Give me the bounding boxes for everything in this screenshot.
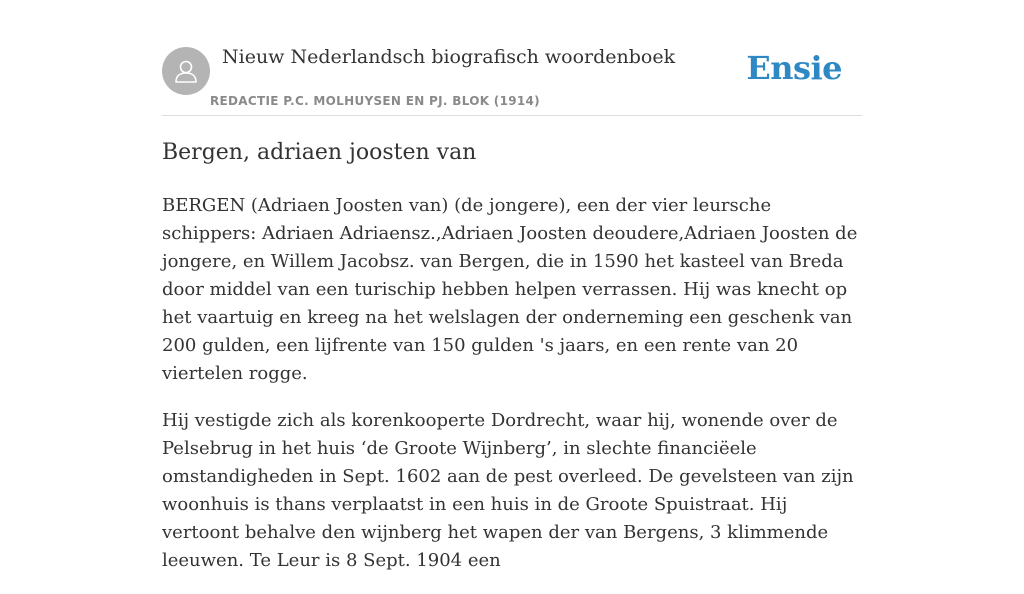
- ensie-logo[interactable]: Ensie: [746, 49, 842, 87]
- source-title[interactable]: Nieuw Nederlandsch biografisch woordenboek: [222, 46, 676, 68]
- article-paragraph: Hij vestigde zich als korenkooperte Dordrecht, waar hij, wonende over de Pelsebrug in het huis ‘de Groote Wijnberg’, in slechte financiëele omstandigheden in Sept. 1602 aan de pest overleed. De gevelsteen van zijn woonhuis is thans verplaatst in een huis in de Groote Spuistraat. Hij vertoont behalve den wijnberg het wapen der van Bergens, 3 klimmende leeuwen. Te Leur is 8 Sept. 1904 een: [162, 410, 854, 571]
- article-paragraph: BERGEN (Adriaen Joosten van) (de jongere), een der vier leursche schippers: Adriaen Adriaensz.,Adriaen Joosten deoudere,Adriaen Joosten de jongere, en Willem Jacobsz. van Bergen, die in 1590 het kasteel van Breda door middel van een turischip hebben helpen verrassen. Hij was knecht op het vaartuig en kreeg na het welslagen der onderneming een geschenk van 200 gulden, een lijfrente van 150 gulden 's jaars, en een rente van 20 viertelen rogge.: [162, 195, 858, 384]
- source-header: [162, 0, 862, 116]
- article-title: Bergen, adriaen joosten van: [162, 140, 477, 165]
- page: [162, 0, 862, 571]
- article-body: [162, 192, 862, 594]
- user-icon: [172, 57, 200, 85]
- source-avatar[interactable]: [162, 47, 210, 95]
- source-editors: REDACTIE P.C. MOLHUYSEN EN PJ. BLOK (1914): [210, 94, 540, 108]
